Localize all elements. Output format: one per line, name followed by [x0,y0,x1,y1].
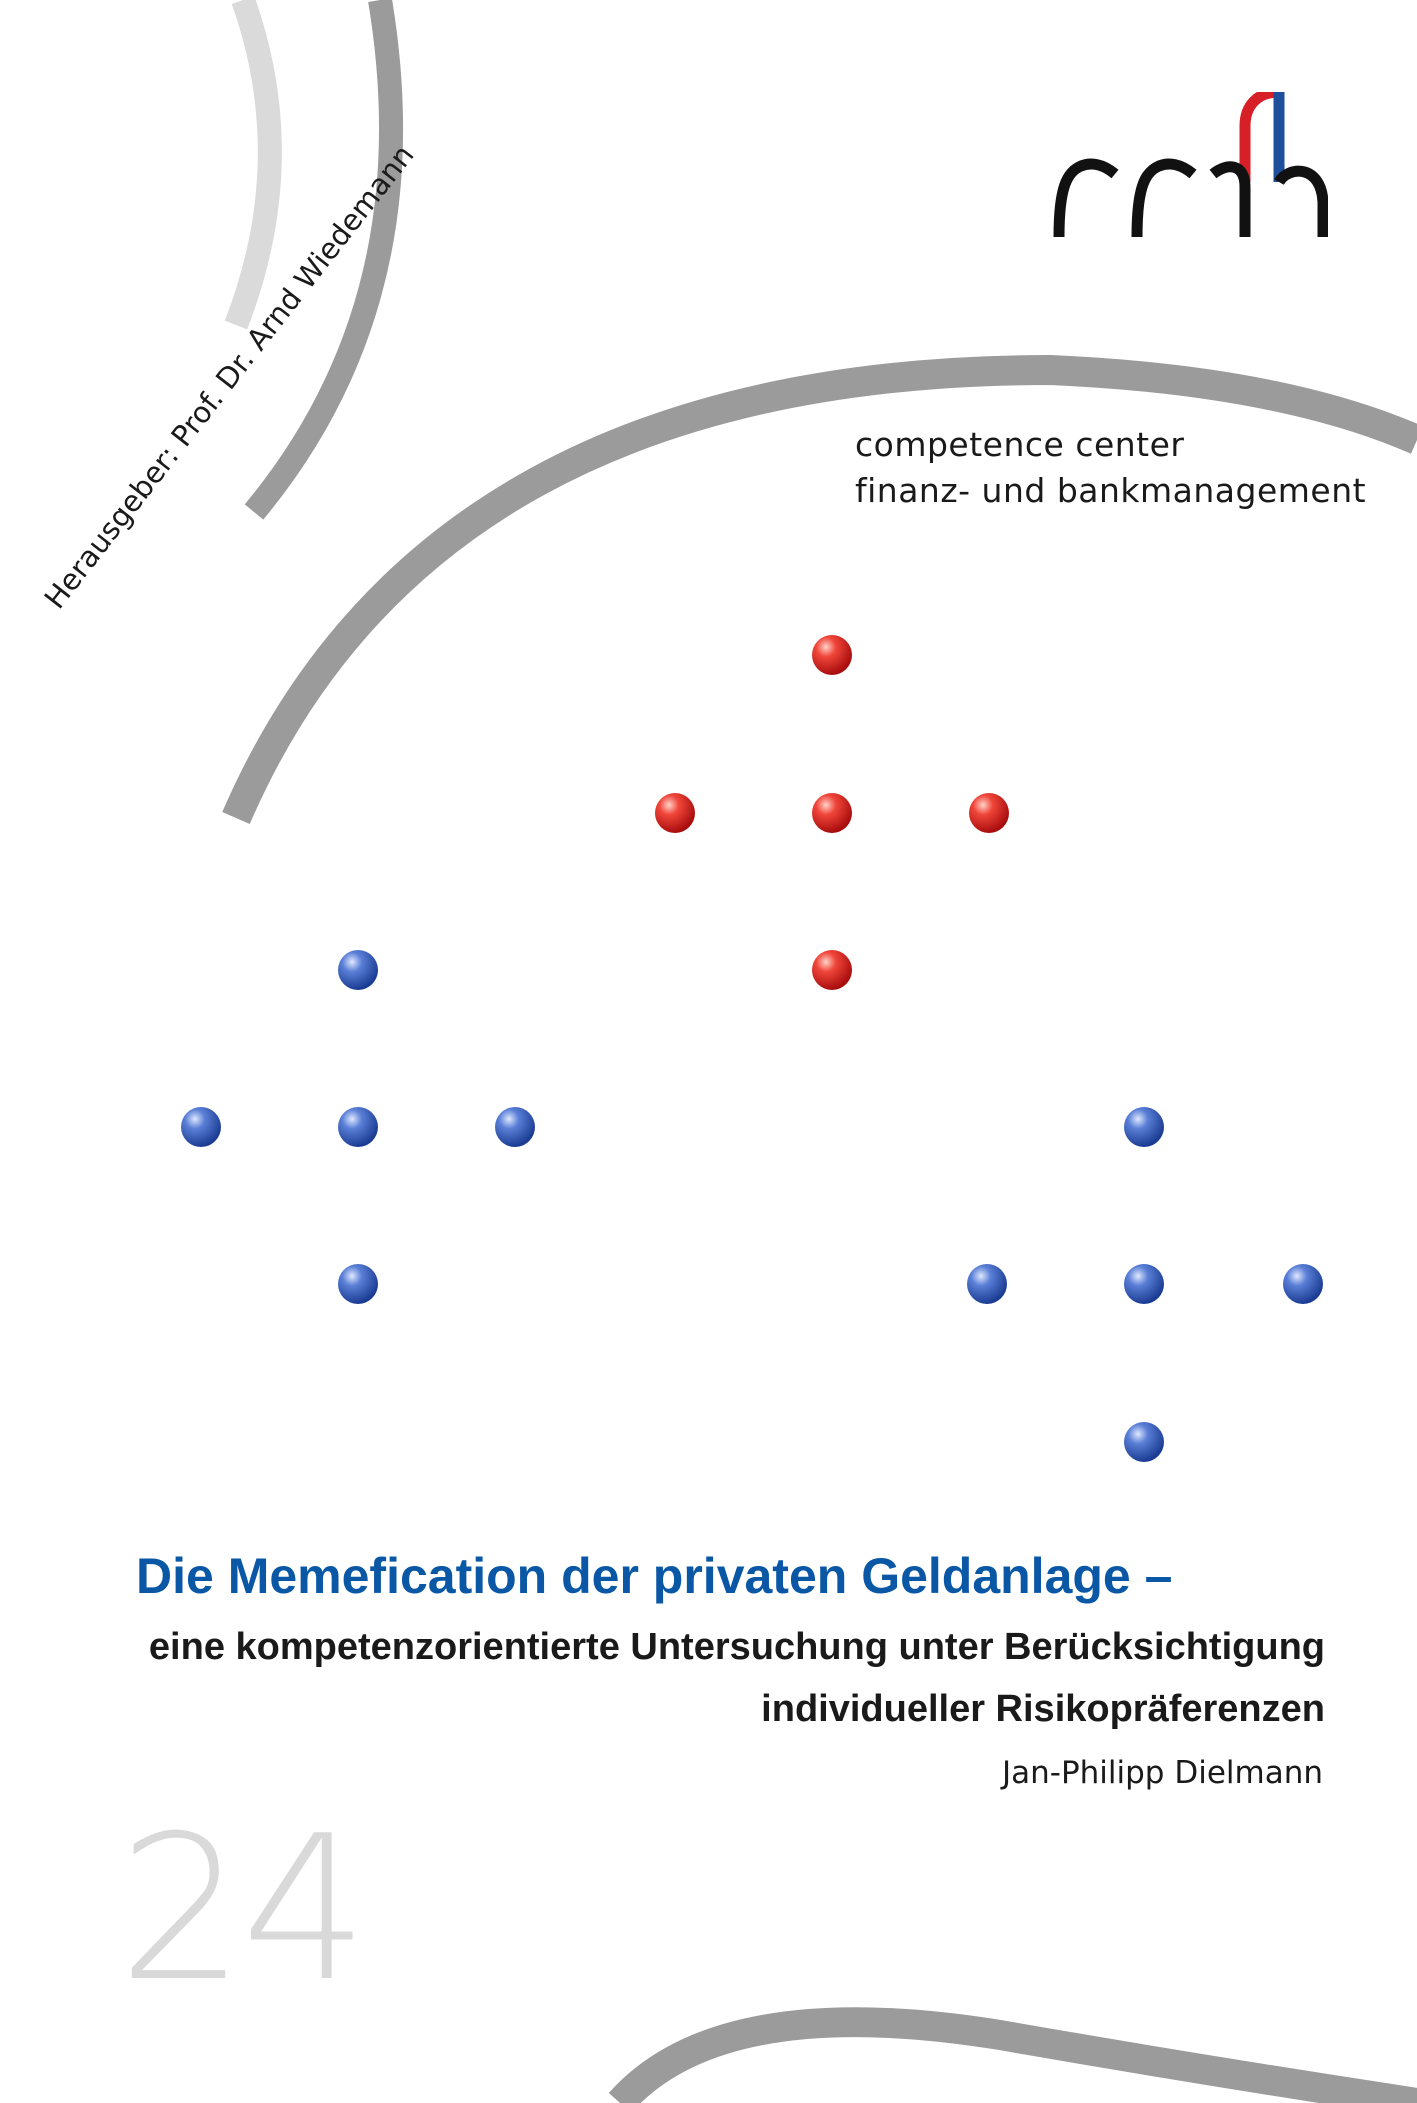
red-dot [969,793,1009,833]
blue-dot [338,1264,378,1304]
blue-dot [1124,1107,1164,1147]
editor-label: Herausgeber: Prof. Dr. Arnd Wiedemann [37,138,421,616]
subtitle-line-2: individueller Risikopräferenzen [761,1688,1325,1730]
subtitle-line-1: eine kompetenzorientierte Untersuchung unter Berücksichtigung [148,1626,1325,1668]
blue-dot [338,1107,378,1147]
red-dot [812,635,852,675]
title-main: Die Memefication der privaten Geldanlage – [136,1548,1173,1604]
blue-dot [338,950,378,990]
blue-dot [1124,1422,1164,1462]
blue-dot [967,1264,1007,1304]
blue-dot [1124,1264,1164,1304]
organization-line-2: finanz- und bankmanagement [855,471,1367,510]
blue-dot [181,1107,221,1147]
blue-dot [1283,1264,1323,1304]
volume-number: 24 [118,1793,365,2026]
red-dot [812,793,852,833]
organization-line-1: competence center [855,425,1185,464]
red-dot [812,950,852,990]
blue-dot [495,1107,535,1147]
author-name: Jan-Philipp Dielmann [1001,1755,1323,1791]
red-dot [655,793,695,833]
